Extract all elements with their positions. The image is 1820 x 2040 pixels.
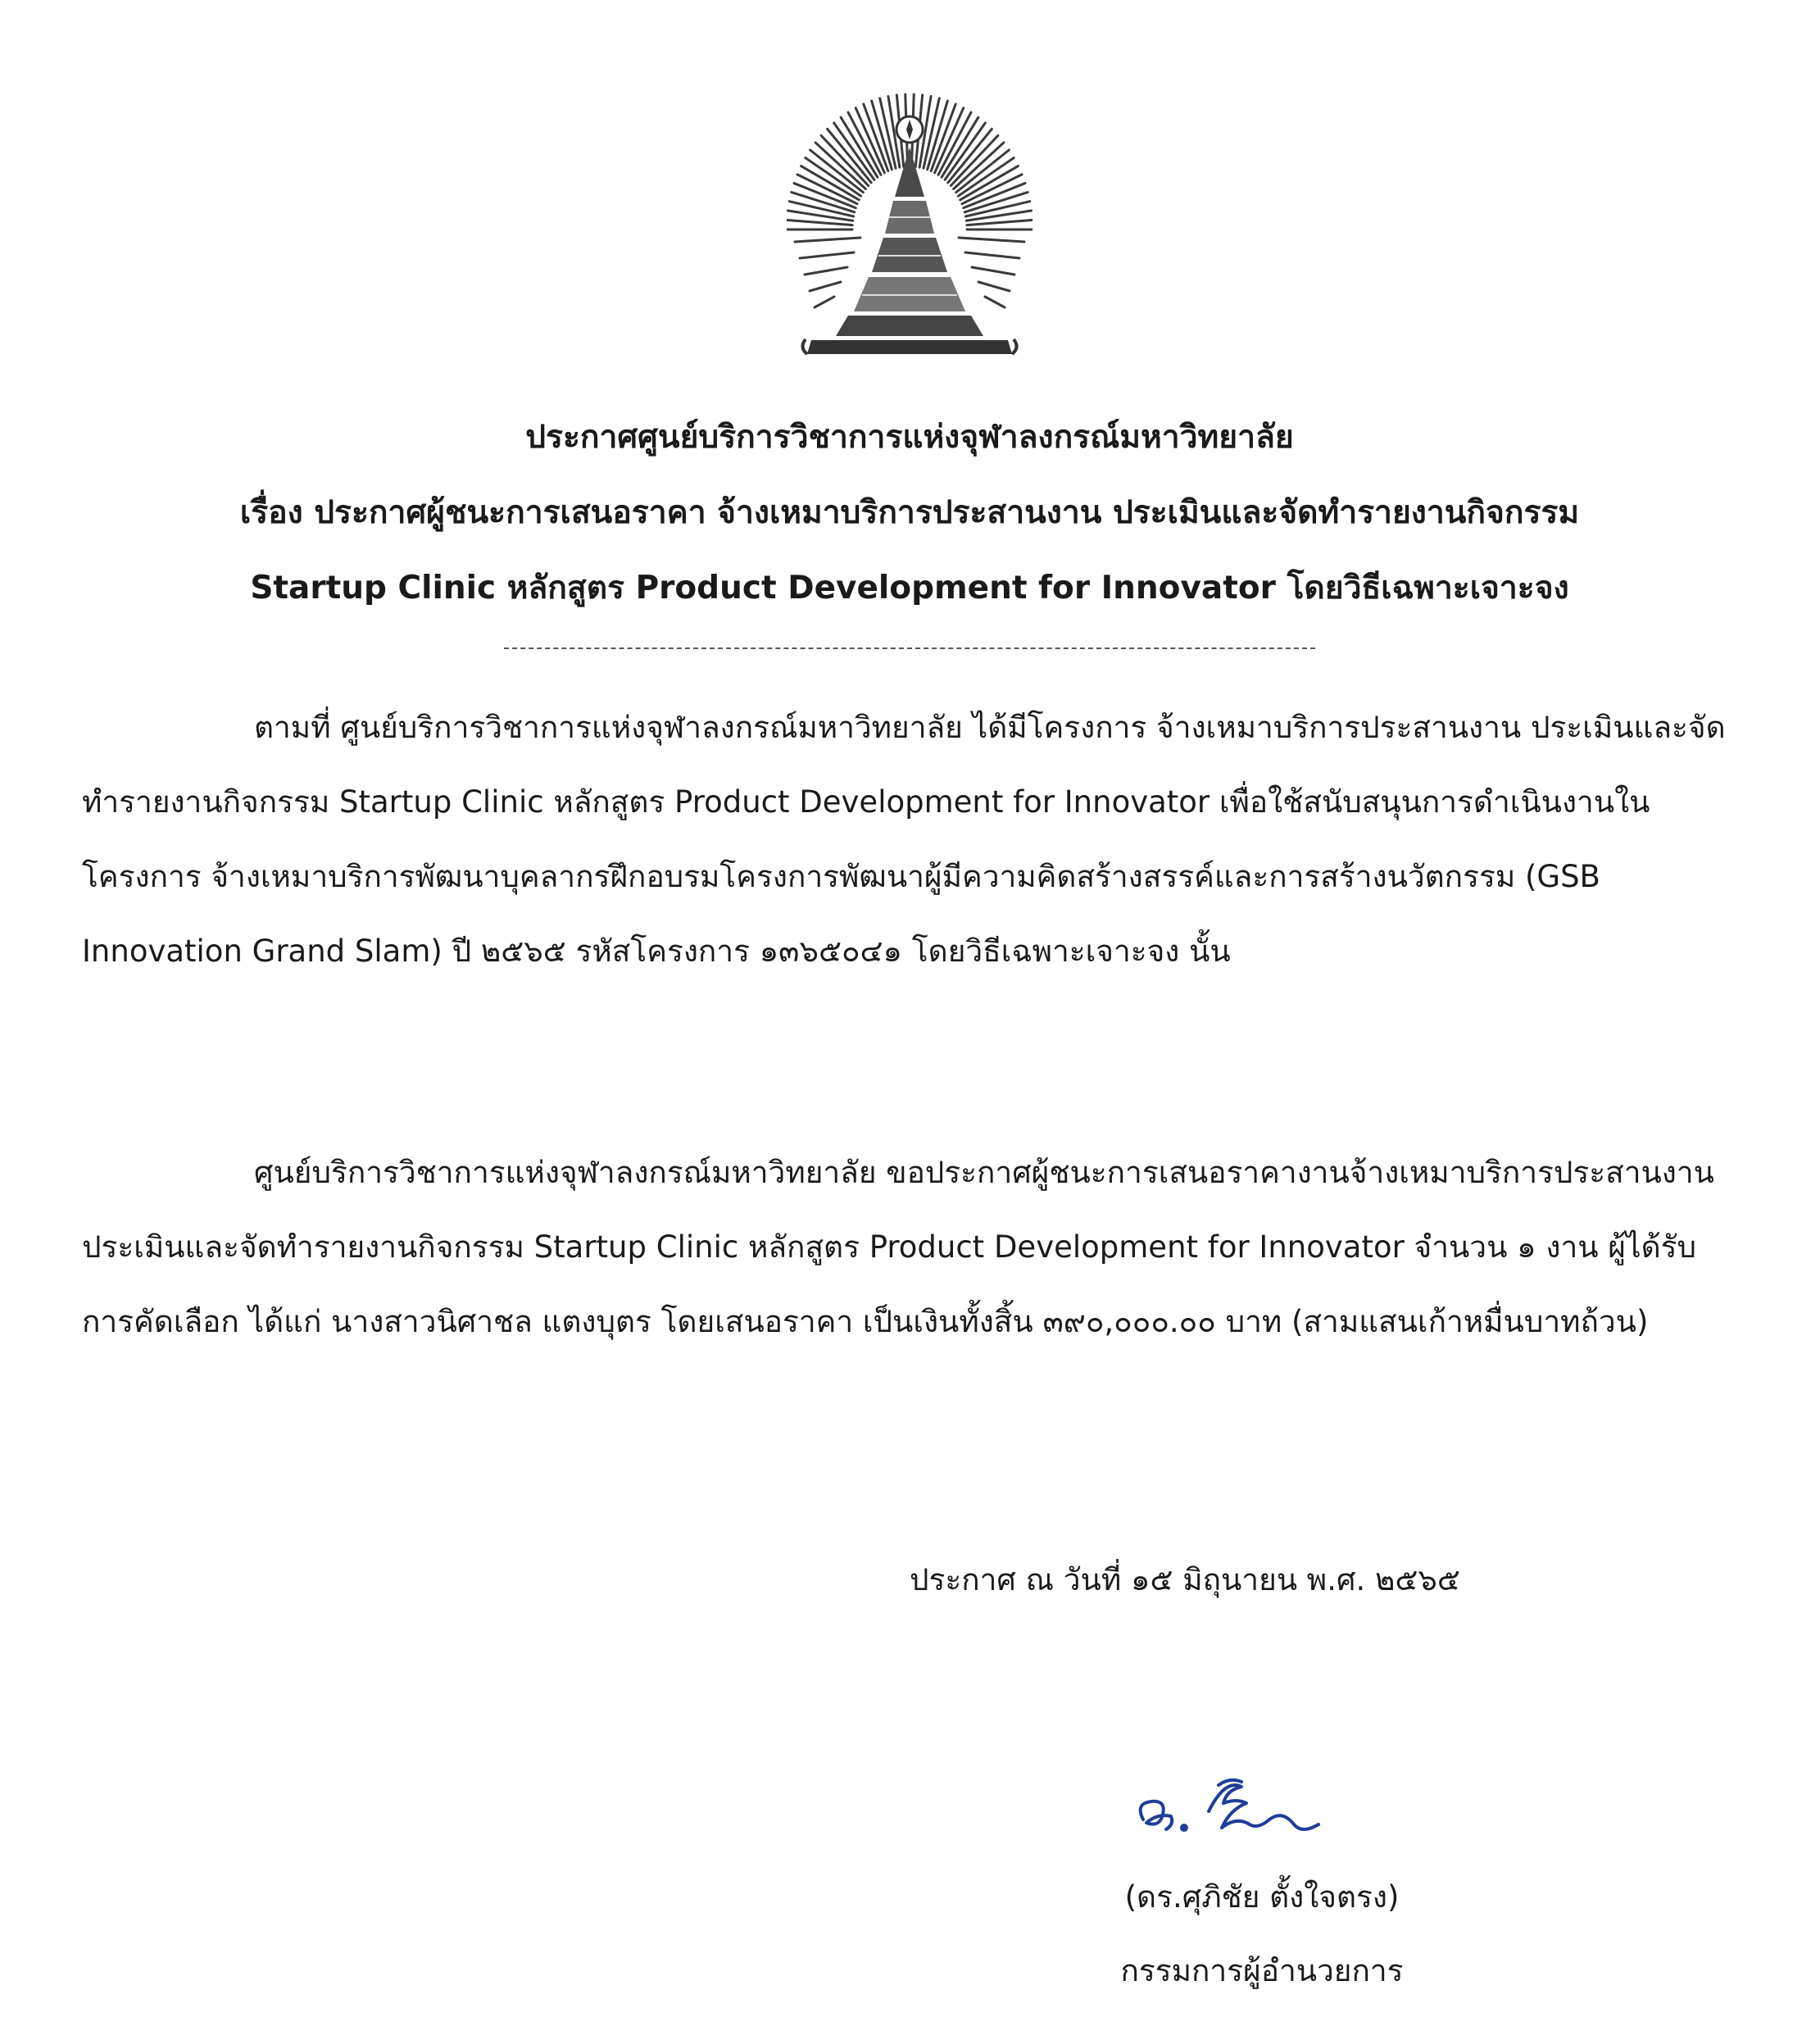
announcement-date: ประกาศ ณ วันที่ ๑๕ มิถุนายน พ.ศ. ๒๕๖๕ bbox=[910, 1562, 1460, 1597]
signer-title: กรรมการผู้อำนวยการ bbox=[1120, 1953, 1404, 1988]
announcement-title bbox=[123, 400, 1696, 626]
dashed-divider bbox=[504, 647, 1315, 649]
body-paragraph-1: ตามที่ ศูนย์บริการวิชาการแห่งจุฬาลงกรณ์มหาวิทยาลัย ได้มีโครงการ จ้างเหมาบริการประสานงาน ประเมินและจัดทำรายงานกิจกรรม Startup Clinic หลักสูตร Product Development for Innovator เพื่อใช้สนับสนุนการดำเนินงานในโครงการ จ้างเหมาบริการพัฒนาบุคลากรฝึกอบรมโครงการพัฒนาผู้มีความคิดสร้างสรรค์และการสร้างนวัตกรรม (GSB Innovation Grand Slam) ปี ๒๕๖๕ รหัสโครงการ ๑๓๖๕๐๔๑ โดยวิธีเฉพาะเจาะจง นั้น bbox=[82, 710, 1726, 969]
title-line-2: เรื่อง ประกาศผู้ชนะการเสนอราคา จ้างเหมาบริการประสานงาน ประเมินและจัดทำรายงานกิจกรรม bbox=[239, 494, 1580, 531]
body-paragraph-2: ศูนย์บริการวิชาการแห่งจุฬาลงกรณ์มหาวิทยาลัย ขอประกาศผู้ชนะการเสนอราคางานจ้างเหมาบริการประสานงานประเมินและจัดทำรายงานกิจกรรม Startup Clinic หลักสูตร Product Development for Innovator จำนวน ๑ งาน ผู้ได้รับการคัดเลือก ได้แก่ นางสาวนิศาชล แตงบุตร โดยเสนอราคา เป็นเงินทั้งสิ้น ๓๙๐,๐๐๐.๐๐ บาท (สามแสนเก้าหมื่นบาทถ้วน) bbox=[82, 1155, 1714, 1339]
title-line-1: ประกาศศูนย์บริการวิชาการแห่งจุฬาลงกรณ์มหาวิทยาลัย bbox=[525, 419, 1294, 456]
handwritten-signature bbox=[1127, 1762, 1356, 1844]
title-line-3: Startup Clinic หลักสูตร Product Development for Innovator โดยวิธีเฉพาะเจาะจง bbox=[250, 570, 1569, 607]
signer-name: (ดร.ศุภิชัย ตั้งใจตรง) bbox=[1124, 1879, 1400, 1915]
phra-kiao-emblem-icon bbox=[787, 66, 1033, 369]
